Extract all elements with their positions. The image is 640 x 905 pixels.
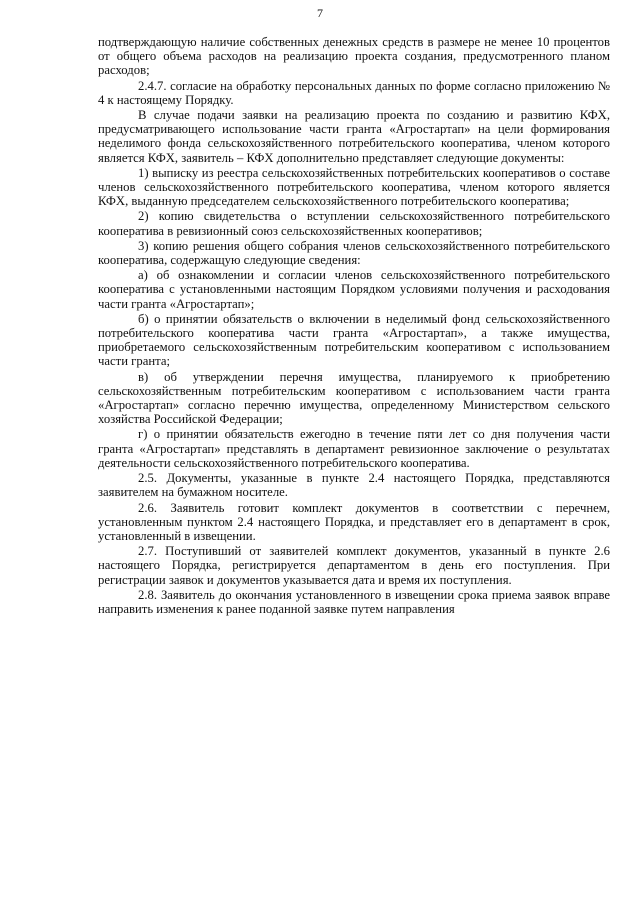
- list-item-3: 3) копию решения общего собрания членов сельскохозяйственного потребительского кооператива, содержащую следующие сведения:: [98, 238, 610, 268]
- paragraph-continuation: подтверждающую наличие собственных денежных средств в размере не менее 10 процентов от общего объема расходов на реализацию проекта создания, предусмотренного планом расходов;: [98, 35, 610, 78]
- paragraph-2-4-7: 2.4.7. согласие на обработку персональных данных по форме согласно приложению № 4 к настоящему Порядку.: [98, 78, 610, 107]
- list-item-2: 2) копию свидетельства о вступлении сельскохозяйственного потребительского кооператива в ревизионный союз сельскохозяйственных кооперативов;: [98, 209, 610, 238]
- paragraph-2-6: 2.6. Заявитель готовит комплект документов в соответствии с перечнем, установленным пунктом 2.4 настоящего Порядка, и представляет его в департамент в срок, установленный в извещении.: [98, 500, 610, 543]
- paragraph-2-5: 2.5. Документы, указанные в пункте 2.4 настоящего Порядка, представляются заявителем на бумажном носителе.: [98, 471, 610, 500]
- sub-item-a: а) об ознакомлении и согласии членов сельскохозяйственного потребительского кооператива с установленными настоящим Порядком условиями получения и расходования части гранта «Агростартап»;: [98, 268, 610, 311]
- page-number: 7: [317, 6, 323, 20]
- paragraph-2-7: 2.7. Поступивший от заявителей комплект документов, указанный в пункте 2.6 настоящего Порядка, регистрируется департаментом в день его поступления. При регистрации заявок и документов указывается дата и время их поступления.: [98, 544, 610, 587]
- document-body: [98, 35, 610, 617]
- paragraph-agrostartap-case: В случае подачи заявки на реализацию проекта по созданию и развитию КФХ, предусматривающего использование части гранта «Агростартап» на цели формирования неделимого фонда сельскохозяйственного потребительского кооператива, членом которого является КФХ, заявитель – КФХ дополнительно представляет следующие документы:: [98, 108, 610, 165]
- sub-item-g: г) о принятии обязательств ежегодно в течение пяти лет со дня получения части гранта «Агростартап» представлять в департамент ревизионное заключение о результатах деятельности сельскохозяйственного потребительского кооператива.: [98, 427, 610, 470]
- list-item-1: 1) выписку из реестра сельскохозяйственных потребительских кооперативов о составе членов сельскохозяйственного потребительского кооператива, членом которого является КФХ, выданную председателем сельскохозяйственного потребительского кооператива;: [98, 165, 610, 209]
- sub-item-v: в) об утверждении перечня имущества, планируемого к приобретению сельскохозяйственным потребительским кооперативом с использованием части гранта «Агростартап» согласно перечню имущества, определенному Министерством сельского хозяйства Российской Федерации;: [98, 369, 610, 427]
- sub-item-b: б) о принятии обязательств о включении в неделимый фонд сельскохозяйственного потребительского кооператива части гранта «Агростартап», а также имущества, приобретаемого сельскохозяйственным потребительским кооперативом с использованием части гранта;: [98, 311, 610, 369]
- paragraph-2-8: 2.8. Заявитель до окончания установленного в извещении срока приема заявок вправе направить изменения к ранее поданной заявке путем направления: [98, 587, 610, 616]
